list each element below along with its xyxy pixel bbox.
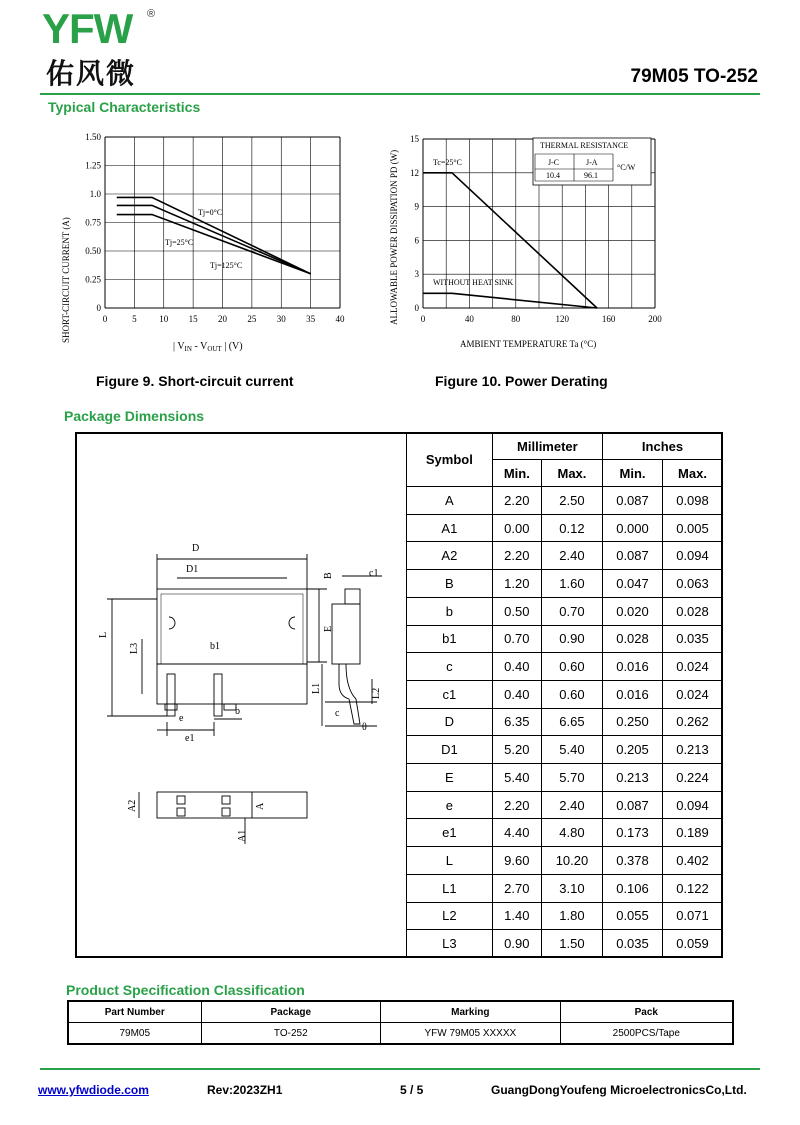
figure9-chart	[55, 125, 375, 360]
label-e1: e1	[185, 733, 195, 744]
figure10-chart	[385, 125, 675, 360]
footer-website-link[interactable]: www.yfwdiode.com	[38, 1083, 149, 1097]
thermal-unit: °C/W	[617, 163, 636, 172]
section-package-dimensions: Package Dimensions	[64, 408, 205, 424]
y-tick-label: 1.50	[85, 132, 101, 142]
label-B: B	[323, 572, 334, 579]
value-cell: 0.12	[541, 514, 602, 542]
figure10-xlabel: AMBIENT TEMPERATURE Ta (°C)	[460, 339, 597, 349]
value-cell: 2.20	[492, 791, 541, 819]
value-cell: 0.70	[541, 597, 602, 625]
table-row	[407, 819, 723, 847]
label-c1: c1	[369, 568, 379, 579]
symbol-cell: c	[407, 653, 493, 681]
x-tick-label: 15	[188, 314, 198, 324]
value-cell: 0.028	[603, 625, 663, 653]
table-row	[407, 542, 723, 570]
figure10-nosink-label: WITHOUT HEAT SINK	[433, 278, 514, 287]
footer-revision: Rev:2023ZH1	[207, 1083, 283, 1097]
table-row	[407, 791, 723, 819]
header-mm-max: Max.	[541, 460, 602, 487]
label-D: D	[192, 543, 200, 554]
label-E: E	[323, 625, 334, 632]
table-row	[407, 930, 723, 958]
label-D1: D1	[186, 564, 199, 575]
table-row	[407, 625, 723, 653]
symbol-cell: A1	[407, 514, 493, 542]
value-cell: 0.035	[662, 625, 722, 653]
value-cell: 1.80	[541, 902, 602, 930]
symbol-cell: e1	[407, 819, 493, 847]
figure9-xlabel: | $V_{IN} - V_{OUT}$ | (V)	[173, 341, 243, 353]
spec-part-number: 79M05	[68, 1023, 201, 1045]
logo-chinese: 佑风微	[46, 57, 137, 90]
value-cell: 0.213	[662, 736, 722, 764]
value-cell: 0.250	[603, 708, 663, 736]
figure10-tc-label: Tc=25°C	[433, 158, 462, 167]
dimensions-body	[407, 487, 723, 958]
value-cell: 0.40	[492, 680, 541, 708]
value-cell: 0.098	[662, 487, 722, 515]
label-b1: b1	[210, 641, 220, 652]
value-cell: 2.20	[492, 542, 541, 570]
logo	[42, 5, 133, 52]
document-title: 79M05 TO-252	[630, 66, 758, 87]
header-rule	[40, 93, 760, 95]
thermal-title: THERMAL RESISTANCE	[540, 141, 629, 150]
figure9-ylabel: SHORT-CIRCUIT CURRENT (A)	[61, 217, 71, 343]
value-cell: 0.50	[492, 597, 541, 625]
value-cell: 2.40	[541, 542, 602, 570]
table-row	[407, 874, 723, 902]
value-cell: 0.189	[662, 819, 722, 847]
y-tick-label: 0.25	[85, 274, 101, 285]
value-cell: 0.60	[541, 653, 602, 681]
y-tick-label: 6	[414, 235, 419, 246]
label-A1: A1	[237, 829, 248, 842]
value-cell: 4.80	[541, 819, 602, 847]
value-cell: 0.016	[603, 653, 663, 681]
value-cell: 0.087	[603, 791, 663, 819]
label-b: b	[235, 706, 240, 717]
value-cell: 0.063	[662, 570, 722, 598]
table-row	[407, 680, 723, 708]
spec-header-pack: Pack	[560, 1001, 733, 1023]
symbol-cell: L3	[407, 930, 493, 958]
value-cell: 0.173	[603, 819, 663, 847]
x-tick-label: 120	[555, 314, 569, 324]
value-cell: 5.70	[541, 764, 602, 792]
thermal-h2: J-A	[586, 158, 598, 167]
label-c: c	[335, 708, 340, 719]
value-cell: 6.35	[492, 708, 541, 736]
symbol-cell: b1	[407, 625, 493, 653]
spec-header-package: Package	[201, 1001, 381, 1023]
symbol-cell: B	[407, 570, 493, 598]
spec-table	[67, 1000, 734, 1045]
value-cell: 0.035	[603, 930, 663, 958]
label-A: A	[255, 802, 266, 810]
registered-mark: ®	[147, 8, 156, 20]
figure9-grid	[105, 137, 340, 308]
x-tick-label: 10	[159, 314, 169, 324]
side-view-body	[332, 604, 360, 664]
value-cell: 0.087	[603, 542, 663, 570]
value-cell: 3.10	[541, 874, 602, 902]
y-tick-label: 1.25	[85, 160, 101, 171]
thermal-h1: J-C	[548, 158, 560, 167]
x-tick-label: 200	[648, 314, 662, 324]
value-cell: 10.20	[541, 847, 602, 875]
logo-text: YFW	[42, 5, 133, 52]
value-cell: 0.00	[492, 514, 541, 542]
table-row	[407, 736, 723, 764]
symbol-cell: A	[407, 487, 493, 515]
symbol-cell: L	[407, 847, 493, 875]
table-row	[407, 764, 723, 792]
y-tick-label: 12	[410, 167, 419, 178]
series-line	[423, 293, 597, 308]
symbol-cell: e	[407, 791, 493, 819]
figure9-label-tj0: Tj=0°C	[198, 208, 223, 217]
header-in-min: Min.	[603, 460, 663, 487]
table-row	[407, 847, 723, 875]
y-tick-label: 9	[414, 201, 419, 212]
x-tick-label: 25	[247, 314, 257, 324]
value-cell: 6.65	[541, 708, 602, 736]
section-typical-characteristics: Typical Characteristics	[48, 99, 201, 115]
y-tick-label: 0.50	[85, 246, 101, 256]
spec-package: TO-252	[201, 1023, 381, 1045]
value-cell: 2.50	[541, 487, 602, 515]
section-spec-classification: Product Specification Classification	[66, 982, 305, 998]
footer-rule	[40, 1068, 760, 1070]
value-cell: 0.402	[662, 847, 722, 875]
value-cell: 9.60	[492, 847, 541, 875]
value-cell: 0.055	[603, 902, 663, 930]
value-cell: 0.059	[662, 930, 722, 958]
symbol-cell: D1	[407, 736, 493, 764]
value-cell: 0.047	[603, 570, 663, 598]
figure9-label-tj125: Tj=125°C	[210, 261, 243, 270]
header-mm-min: Min.	[492, 460, 541, 487]
thermal-v1: 10.4	[546, 171, 560, 180]
x-tick-label: 40	[335, 314, 345, 324]
value-cell: 0.40	[492, 653, 541, 681]
spec-header-marking: Marking	[381, 1001, 561, 1023]
y-tick-label: 15	[410, 134, 419, 144]
value-cell: 0.262	[662, 708, 722, 736]
value-cell: 5.20	[492, 736, 541, 764]
value-cell: 0.224	[662, 764, 722, 792]
value-cell: 5.40	[541, 736, 602, 764]
figure9-caption: Figure 9. Short-circuit current	[96, 373, 294, 389]
x-tick-label: 80	[511, 314, 521, 324]
header-inches: Inches	[603, 433, 723, 460]
value-cell: 0.028	[662, 597, 722, 625]
value-cell: 4.40	[492, 819, 541, 847]
header-in-max: Max.	[662, 460, 722, 487]
value-cell: 0.000	[603, 514, 663, 542]
spec-header-part: Part Number	[68, 1001, 201, 1023]
symbol-cell: b	[407, 597, 493, 625]
y-tick-label: 0	[96, 303, 101, 313]
footer-company: GuangDongYoufeng MicroelectronicsCo,Ltd.	[491, 1083, 747, 1097]
x-tick-label: 5	[132, 314, 137, 324]
value-cell: 1.40	[492, 902, 541, 930]
label-L3: L3	[129, 642, 140, 654]
symbol-cell: c1	[407, 680, 493, 708]
table-row	[407, 514, 723, 542]
dimensions-table	[406, 432, 723, 958]
label-theta: θ	[362, 722, 367, 733]
value-cell: 1.50	[541, 930, 602, 958]
x-tick-label: 20	[218, 314, 227, 324]
x-tick-label: 0	[102, 314, 108, 324]
thermal-resistance-box	[533, 138, 651, 185]
value-cell: 2.40	[541, 791, 602, 819]
x-tick-label: 0	[420, 314, 426, 324]
value-cell: 0.005	[662, 514, 722, 542]
value-cell: 0.094	[662, 791, 722, 819]
value-cell: 0.087	[603, 487, 663, 515]
x-tick-label: 160	[601, 314, 616, 324]
header-millimeter: Millimeter	[492, 433, 602, 460]
figure10-ylabel: ALLOWABLE POWER DISSIPATION PD (W)	[389, 149, 399, 325]
spec-marking: YFW 79M05 XXXXX	[381, 1023, 561, 1045]
value-cell: 5.40	[492, 764, 541, 792]
table-row	[407, 708, 723, 736]
value-cell: 0.205	[603, 736, 663, 764]
value-cell: 0.213	[603, 764, 663, 792]
label-e: e	[179, 713, 184, 724]
footer-page-number: 5 / 5	[400, 1083, 424, 1097]
spec-pack: 2500PCS/Tape	[560, 1023, 733, 1045]
label-A2: A2	[127, 799, 138, 812]
table-row	[407, 570, 723, 598]
symbol-cell: D	[407, 708, 493, 736]
package-drawing	[77, 434, 405, 956]
label-L1: L1	[311, 682, 322, 694]
value-cell: 0.90	[492, 930, 541, 958]
value-cell: 0.094	[662, 542, 722, 570]
thermal-v2: 96.1	[584, 171, 598, 180]
value-cell: 0.90	[541, 625, 602, 653]
x-tick-label: 30	[276, 314, 286, 324]
value-cell: 0.024	[662, 653, 722, 681]
value-cell: 1.20	[492, 570, 541, 598]
value-cell: 0.106	[603, 874, 663, 902]
table-row	[407, 653, 723, 681]
value-cell: 0.70	[492, 625, 541, 653]
symbol-cell: E	[407, 764, 493, 792]
header-symbol: Symbol	[407, 433, 493, 487]
x-tick-label: 35	[306, 314, 316, 324]
table-row	[407, 902, 723, 930]
symbol-cell: A2	[407, 542, 493, 570]
tab-outline	[157, 589, 307, 664]
value-cell: 0.024	[662, 680, 722, 708]
value-cell: 0.020	[603, 597, 663, 625]
value-cell: 0.071	[662, 902, 722, 930]
symbol-cell: L2	[407, 902, 493, 930]
y-tick-label: 0.75	[85, 217, 101, 228]
figure9-label-tj25: Tj=25°C	[165, 238, 194, 247]
value-cell: 2.20	[492, 487, 541, 515]
y-tick-label: 1.0	[89, 189, 101, 199]
value-cell: 0.378	[603, 847, 663, 875]
y-tick-label: 0	[414, 303, 419, 313]
value-cell: 0.016	[603, 680, 663, 708]
label-L2: L2	[371, 687, 382, 699]
value-cell: 1.60	[541, 570, 602, 598]
value-cell: 2.70	[492, 874, 541, 902]
value-cell: 0.60	[541, 680, 602, 708]
label-L: L	[98, 631, 109, 638]
value-cell: 0.122	[662, 874, 722, 902]
table-row	[407, 487, 723, 515]
y-tick-label: 3	[414, 269, 419, 280]
symbol-cell: L1	[407, 874, 493, 902]
table-row	[407, 597, 723, 625]
x-tick-label: 40	[464, 314, 474, 324]
figure10-caption: Figure 10. Power Derating	[435, 373, 608, 389]
